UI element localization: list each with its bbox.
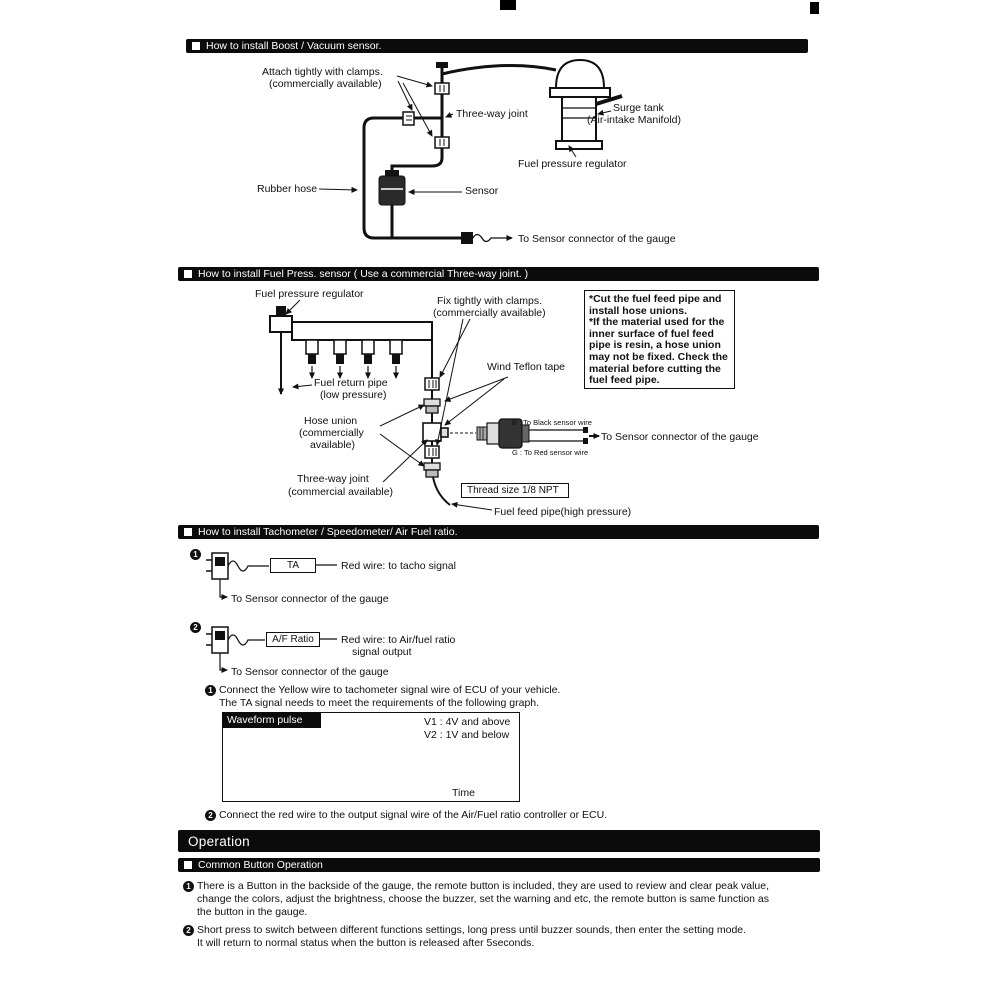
clamp-icon [425,378,439,390]
label-rubber-hose: Rubber hose [257,183,318,195]
injector-icons [306,340,402,378]
label-hose-union-1: Hose union [304,415,358,427]
fuel-rail-icon [292,322,432,340]
header-common-button-label: Common Button Operation [198,859,323,871]
square-bullet-icon [184,861,192,869]
wire-coil [228,561,269,571]
note-line: *Cut the fuel feed pipe and [589,293,722,305]
label-wind-teflon-tape: Wind Teflon tape [487,361,566,373]
step2-text: Connect the red wire to the output signal wire of the Air/Fuel ratio controller or ECU. [219,809,608,821]
waveform-title-bar [222,712,321,728]
header-fuel-label: How to install Fuel Press. sensor ( Use a commercial Three-way joint. ) [198,268,529,280]
note-line: inner surface of fuel feed [589,327,714,340]
header-tach [178,525,819,539]
note-line: material before cutting the [589,362,721,375]
item1-badge: 1 [190,549,201,560]
label-to-sensor-connector-boost: To Sensor connector of the gauge [518,233,676,245]
square-bullet-icon [184,270,192,278]
red-wire-label: G : To Red sensor wire [512,448,589,457]
header-boost-label: How to install Boost / Vacuum sensor. [206,40,382,52]
header-tach-label: How to install Tachometer / Speedometer/ Air Fuel ratio. [198,526,458,538]
label-fuel-feed-pipe: Fuel feed pipe(high pressure) [494,506,632,518]
wire-coil-2 [228,635,265,645]
label-v2-spec: V2 : 1V and below [424,729,510,741]
note-line: install hose unions. [589,304,688,317]
label-fuel-pressure-regulator-2: Fuel pressure regulator [255,288,364,300]
hose-connector-icon [461,232,473,244]
three-way-joint-icon [423,423,476,441]
item2-badge: 2 [190,622,201,633]
header-boost [186,39,808,53]
label-to-sensor-connector-2: To Sensor connector of the gauge [231,666,389,678]
step2-badge: 2 [205,810,216,821]
square-bullet-icon [184,528,192,536]
note-line: fuel feed pipe. [589,374,660,387]
waveform-title-label: Waveform pulse [227,714,303,726]
regulator-icon [270,316,292,332]
gauge-plug-icon [206,553,228,579]
step1-badge: 1 [205,685,216,696]
ta-signal-box [270,558,316,573]
op-item1-badge: 1 [183,881,194,892]
header-fuel [178,267,819,281]
label-fuel-pressure-regulator: Fuel pressure regulator [518,158,627,170]
thread-size-box [461,483,569,498]
label-fix-clamps-1: Fix tightly with clamps. [437,295,543,307]
op-item1-line3: the button in the gauge. [197,906,308,918]
label-time-axis: Time [452,787,475,799]
af-ratio-box [266,632,320,647]
label-hose-union-2: (commercially [299,427,364,439]
label-af-wire-note-2: signal output [352,646,412,658]
surge-tank-icon [550,60,622,149]
op-item2-line2: It will return to normal status when the button is released after 5seconds. [197,937,535,949]
label-three-way-1: Three-way joint [297,473,369,485]
label-sensor: Sensor [465,185,499,197]
note-line: pipe is resin, a hose union [589,339,721,352]
ta-signal-label: TA [286,560,300,571]
note-line: may not be fixed. Check the [589,350,728,363]
label-fix-clamps-2: (commercially available) [433,307,546,319]
black-wire-label: B : To Black sensor wire [512,418,592,427]
gauge-plug-icon-2 [206,627,228,653]
label-ta-wire-note: Red wire: to tacho signal [341,560,456,572]
square-bullet-icon [192,42,200,50]
af-ratio-label: A/F Ratio [272,634,314,645]
header-operation-label: Operation [188,833,250,849]
thread-size-label: Thread size 1/8 NPT [467,485,559,496]
header-operation [178,830,820,852]
label-fuel-return-2: (low pressure) [320,389,387,401]
label-af-wire-note-1: Red wire: to Air/fuel ratio [341,634,456,646]
note-line: *If the material used for the [589,316,725,329]
step1-line1: Connect the Yellow wire to tachometer signal wire of ECU of your vehicle. [219,684,561,696]
pipe-fitting-icon [436,62,448,68]
op-item2-badge: 2 [183,925,194,936]
op-item1-line2: change the colors, adjust the brightness, choose the buzzer, set the warning and etc, the remote button is same function as [197,893,770,905]
op-item2-line1: Short press to switch between different functions settings, long press until buzzer sounds, then enter the setting mode. [197,924,747,936]
label-to-sensor-connector-1: To Sensor connector of the gauge [231,593,389,605]
clamp-icon [425,446,439,458]
label-fuel-return-1: Fuel return pipe [314,377,388,389]
op-item1-line1: There is a Button in the backside of the gauge, the remote button is included, they are used to review and clear peak value, [197,880,770,892]
fuel-note-box [584,290,735,389]
label-surge-tank-2: (Air-intake Manifold) [587,114,681,126]
label-surge-tank-1: Surge tank [613,102,664,114]
step1-line2: The TA signal needs to meet the requirements of the following graph. [219,697,540,709]
header-common-button [178,858,820,872]
label-three-way-joint: Three-way joint [456,108,528,120]
label-hose-union-3: available) [310,439,355,451]
label-attach-clamps-2: (commercially available) [269,78,382,90]
label-three-way-2: (commercial available) [288,486,394,498]
sensor-icon [379,170,405,205]
label-to-sensor-connector-fuel: To Sensor connector of the gauge [601,431,759,443]
label-v1-spec: V1 : 4V and above [424,716,511,728]
label-attach-clamps-1: Attach tightly with clamps. [262,66,383,78]
